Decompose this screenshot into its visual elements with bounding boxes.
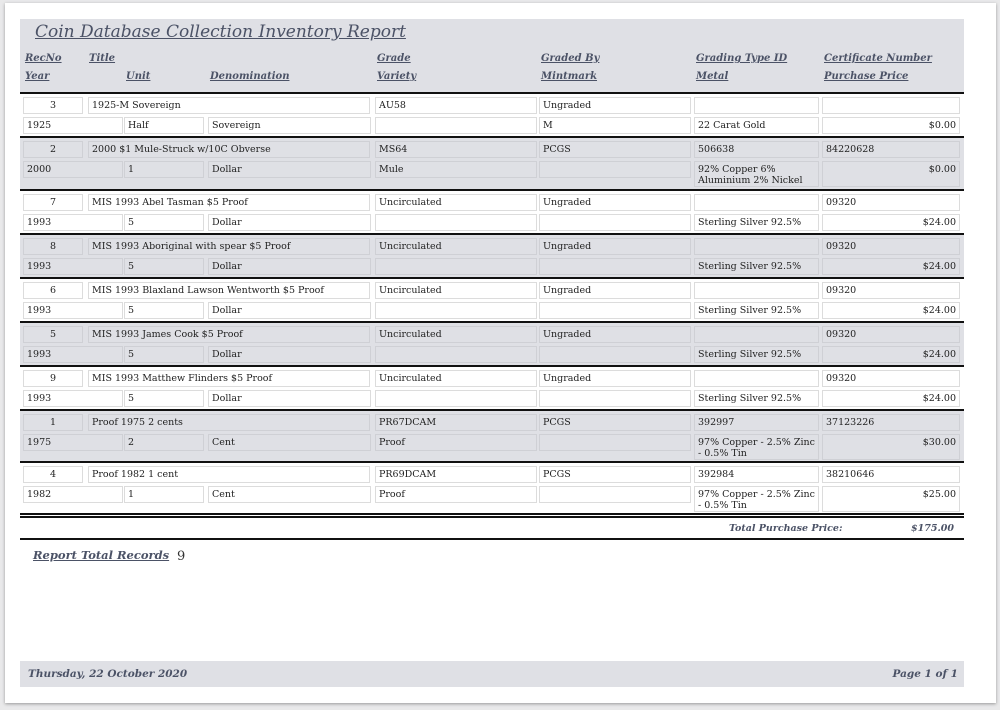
field-denomination: Sovereign — [208, 117, 371, 134]
field-recno: 3 — [23, 97, 83, 114]
field-certificate: 37123226 — [822, 414, 960, 431]
field-certificate: 09320 — [822, 238, 960, 255]
field-grade: Uncirculated — [375, 326, 537, 343]
field-grade: PR69DCAM — [375, 466, 537, 483]
field-unit: 5 — [124, 390, 204, 407]
field-graded-by: Ungraded — [539, 97, 691, 114]
field-grading-type-id — [694, 282, 819, 299]
field-certificate: 09320 — [822, 370, 960, 387]
field-recno: 7 — [23, 194, 83, 211]
report-total-records-value: 9 — [177, 549, 186, 564]
field-price: $25.00 — [822, 486, 960, 512]
field-unit: 2 — [124, 434, 204, 451]
field-graded-by: PCGS — [539, 466, 691, 483]
field-grade: Uncirculated — [375, 238, 537, 255]
field-unit: Half — [124, 117, 204, 134]
field-price: $24.00 — [822, 346, 960, 363]
field-graded-by: PCGS — [539, 414, 691, 431]
field-year: 2000 — [23, 161, 123, 178]
record-6 — [20, 279, 964, 321]
report-page — [5, 3, 996, 703]
field-recno: 9 — [23, 370, 83, 387]
column-header-certificate-number: Certificate Number — [824, 53, 932, 64]
field-metal: Sterling Silver 92.5% — [694, 390, 819, 407]
field-unit: 5 — [124, 258, 204, 275]
field-denomination: Dollar — [208, 390, 371, 407]
record-8 — [20, 235, 964, 277]
field-metal: 97% Copper - 2.5% Zinc - 0.5% Tin — [694, 434, 819, 460]
field-unit: 1 — [124, 161, 204, 178]
field-unit: 5 — [124, 302, 204, 319]
field-title: 2000 $1 Mule-Struck w/10C Obverse — [88, 141, 370, 158]
field-variety — [375, 302, 537, 319]
field-denomination: Dollar — [208, 346, 371, 363]
field-graded-by: Ungraded — [539, 326, 691, 343]
field-denomination: Dollar — [208, 258, 371, 275]
field-grading-type-id — [694, 238, 819, 255]
field-title: MIS 1993 Abel Tasman $5 Proof — [88, 194, 370, 211]
total-purchase-price-label: Total Purchase Price: — [729, 523, 843, 534]
record-3 — [20, 94, 964, 136]
field-grading-type-id: 506638 — [694, 141, 819, 158]
field-certificate: 09320 — [822, 194, 960, 211]
record-5 — [20, 323, 964, 365]
field-denomination: Cent — [208, 486, 371, 503]
field-mintmark — [539, 390, 691, 407]
field-price: $24.00 — [822, 214, 960, 231]
field-metal: Sterling Silver 92.5% — [694, 302, 819, 319]
field-graded-by: Ungraded — [539, 194, 691, 211]
total-divider — [20, 538, 964, 540]
column-header-denomination: Denomination — [210, 71, 290, 82]
field-graded-by: Ungraded — [539, 282, 691, 299]
field-grade: MS64 — [375, 141, 537, 158]
field-title: MIS 1993 Aboriginal with spear $5 Proof — [88, 238, 370, 255]
column-header-grading-type-id: Grading Type ID — [696, 53, 788, 64]
field-metal: Sterling Silver 92.5% — [694, 346, 819, 363]
field-unit: 5 — [124, 346, 204, 363]
record-2 — [20, 138, 964, 189]
field-price: $24.00 — [822, 390, 960, 407]
field-title: Proof 1982 1 cent — [88, 466, 370, 483]
field-variety: Proof — [375, 434, 537, 451]
field-metal: Sterling Silver 92.5% — [694, 214, 819, 231]
field-graded-by: Ungraded — [539, 370, 691, 387]
field-metal: Sterling Silver 92.5% — [694, 258, 819, 275]
column-header-mintmark: Mintmark — [541, 71, 598, 82]
column-header-graded-by: Graded By — [541, 53, 600, 64]
field-mintmark — [539, 258, 691, 275]
field-grading-type-id: 392984 — [694, 466, 819, 483]
field-recno: 1 — [23, 414, 83, 431]
column-header-year: Year — [25, 71, 50, 82]
report-title: Coin Database Collection Inventory Report — [35, 22, 406, 42]
record-7 — [20, 191, 964, 233]
field-year: 1993 — [23, 214, 123, 231]
total-divider — [20, 516, 964, 518]
column-header-recno: RecNo — [25, 53, 62, 64]
field-title: MIS 1993 Matthew Flinders $5 Proof — [88, 370, 370, 387]
field-certificate: 09320 — [822, 282, 960, 299]
field-unit: 5 — [124, 214, 204, 231]
column-header-grade: Grade — [377, 53, 411, 64]
report-footer — [20, 661, 964, 687]
field-denomination: Dollar — [208, 214, 371, 231]
footer-page-number: Page 1 of 1 — [892, 668, 958, 680]
total-purchase-price-value: $175.00 — [911, 523, 954, 534]
field-denomination: Dollar — [208, 161, 371, 178]
field-grading-type-id — [694, 194, 819, 211]
column-header-purchase-price: Purchase Price — [824, 71, 909, 82]
record-9 — [20, 367, 964, 409]
record-1 — [20, 411, 964, 461]
field-year: 1925 — [23, 117, 123, 134]
column-header-variety: Variety — [377, 71, 417, 82]
field-variety — [375, 258, 537, 275]
field-price: $24.00 — [822, 258, 960, 275]
field-grade: Uncirculated — [375, 370, 537, 387]
field-grade: Uncirculated — [375, 194, 537, 211]
field-mintmark — [539, 302, 691, 319]
field-certificate — [822, 97, 960, 114]
field-variety — [375, 117, 537, 134]
field-recno: 5 — [23, 326, 83, 343]
field-year: 1975 — [23, 434, 123, 451]
field-variety — [375, 346, 537, 363]
field-year: 1993 — [23, 390, 123, 407]
field-title: MIS 1993 Blaxland Lawson Wentworth $5 Proof — [88, 282, 370, 299]
report-total-records-label: Report Total Records — [33, 548, 170, 562]
field-recno: 4 — [23, 466, 83, 483]
field-recno: 8 — [23, 238, 83, 255]
field-variety — [375, 390, 537, 407]
field-metal: 97% Copper - 2.5% Zinc - 0.5% Tin — [694, 486, 819, 512]
field-certificate: 84220628 — [822, 141, 960, 158]
report-header — [20, 19, 964, 92]
field-grade: PR67DCAM — [375, 414, 537, 431]
record-4 — [20, 463, 964, 513]
footer-date: Thursday, 22 October 2020 — [28, 668, 188, 680]
field-year: 1993 — [23, 302, 123, 319]
field-grading-type-id — [694, 97, 819, 114]
field-grading-type-id — [694, 326, 819, 343]
field-mintmark: M — [539, 117, 691, 134]
record-divider — [20, 513, 964, 515]
field-certificate: 38210646 — [822, 466, 960, 483]
field-mintmark — [539, 161, 691, 178]
field-grading-type-id: 392997 — [694, 414, 819, 431]
field-mintmark — [539, 434, 691, 451]
field-metal: 22 Carat Gold — [694, 117, 819, 134]
field-price: $30.00 — [822, 434, 960, 460]
field-variety: Mule — [375, 161, 537, 178]
field-grade: Uncirculated — [375, 282, 537, 299]
field-price: $0.00 — [822, 161, 960, 187]
field-variety: Proof — [375, 486, 537, 503]
field-mintmark — [539, 346, 691, 363]
column-header-unit: Unit — [126, 71, 151, 82]
field-title: Proof 1975 2 cents — [88, 414, 370, 431]
field-mintmark — [539, 214, 691, 231]
field-graded-by: Ungraded — [539, 238, 691, 255]
field-price: $0.00 — [822, 117, 960, 134]
field-price: $24.00 — [822, 302, 960, 319]
field-title: 1925-M Sovereign — [88, 97, 370, 114]
column-header-title: Title — [89, 53, 116, 64]
field-denomination: Dollar — [208, 302, 371, 319]
field-variety — [375, 214, 537, 231]
field-metal: 92% Copper 6% Aluminium 2% Nickel — [694, 161, 819, 187]
field-mintmark — [539, 486, 691, 503]
field-year: 1993 — [23, 346, 123, 363]
field-graded-by: PCGS — [539, 141, 691, 158]
column-header-metal: Metal — [696, 71, 729, 82]
field-recno: 2 — [23, 141, 83, 158]
field-certificate: 09320 — [822, 326, 960, 343]
field-recno: 6 — [23, 282, 83, 299]
field-year: 1982 — [23, 486, 123, 503]
field-denomination: Cent — [208, 434, 371, 451]
field-grading-type-id — [694, 370, 819, 387]
field-unit: 1 — [124, 486, 204, 503]
field-grade: AU58 — [375, 97, 537, 114]
field-title: MIS 1993 James Cook $5 Proof — [88, 326, 370, 343]
field-year: 1993 — [23, 258, 123, 275]
